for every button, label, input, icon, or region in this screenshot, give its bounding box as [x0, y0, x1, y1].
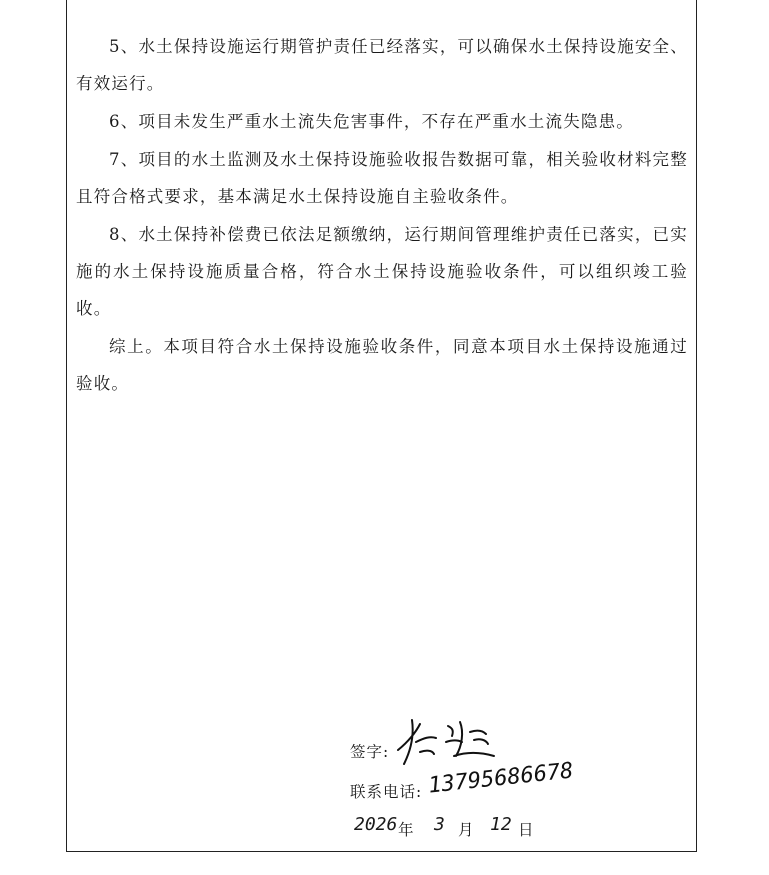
phone-label: 联系电话:	[350, 783, 423, 801]
date-month: 3	[434, 814, 445, 835]
signature-label: 签字:	[350, 743, 390, 761]
paragraph-8: 8、水土保持补偿费已依法足额缴纳，运行期间管理维护责任已落实，已实施的水土保持设施质量合格，符合水土保持设施验收条件，可以组织竣工验收。	[76, 225, 688, 318]
date-month-unit: 月	[458, 821, 474, 839]
paragraph-conclusion: 综上。本项目符合水土保持设施验收条件，同意本项目水土保持设施通过验收。	[76, 337, 688, 393]
date-year-unit: 年	[398, 821, 414, 839]
paragraph-7: 7、项目的水土监测及水土保持设施验收报告数据可靠，相关验收材料完整且符合格式要求，基本满足水土保持设施自主验收条件。	[76, 150, 688, 206]
date-year: 2026	[354, 814, 398, 835]
date-day-unit: 日	[518, 821, 534, 839]
handwritten-signature	[390, 712, 500, 772]
paragraph-5: 5、水土保持设施运行期管护责任已经落实，可以确保水土保持设施安全、有效运行。	[76, 37, 688, 93]
signature-block	[340, 720, 640, 860]
paragraph-6: 6、项目未发生严重水土流失危害事件，不存在严重水土流失隐患。	[109, 112, 634, 131]
opinion-body	[76, 28, 688, 402]
date-day: 12	[490, 814, 512, 835]
phone-number-handwritten: 13795686678	[427, 758, 575, 799]
